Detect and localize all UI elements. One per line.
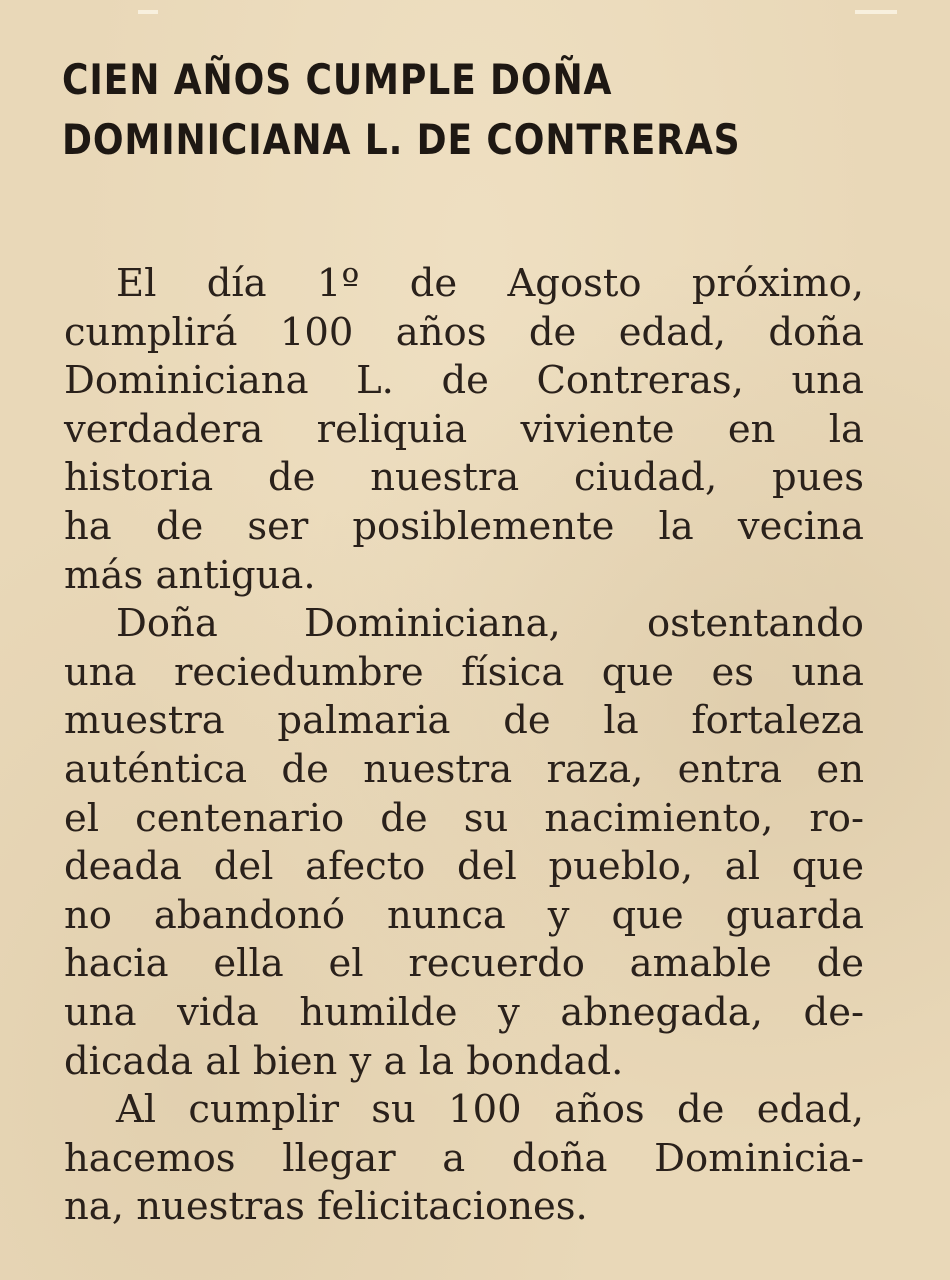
text-line: auténtica de nuestra raza, entra en <box>64 746 864 792</box>
text-line: más antigua. <box>64 552 316 598</box>
text-line: Doña Dominiciana, ostentando <box>116 601 864 647</box>
text-line: na, nuestras felicitaciones. <box>64 1184 588 1230</box>
text-line: el centenario de su nacimiento, ro- <box>64 795 864 841</box>
text-line: una vida humilde y abnegada, de- <box>64 989 864 1035</box>
text-line: hacia ella el recuerdo amable de <box>64 941 864 987</box>
text-line: deada del afecto del pueblo, al que <box>64 844 864 890</box>
text-line: Dominiciana L. de Contreras, una <box>64 358 864 404</box>
text-line: verdadera reliquia viviente en la <box>64 406 864 452</box>
text-line: una reciedumbre física que es una <box>64 649 864 695</box>
text-line: cumplirá 100 años de edad, doña <box>64 309 864 355</box>
paragraph-1 <box>64 260 864 600</box>
text-line: ha de ser posiblemente la vecina <box>64 503 864 549</box>
paper-edge-mark <box>138 10 158 14</box>
paragraph-2 <box>64 600 864 1086</box>
text-line: El día 1º de Agosto próximo, <box>116 261 864 306</box>
headline-line-1: CIEN AÑOS CUMPLE DOÑA <box>62 55 613 104</box>
text-line: hacemos llegar a doña Dominicia- <box>64 1135 864 1181</box>
headline-line-2: DOMINICIANA L. DE CONTRERAS <box>62 115 741 164</box>
article-body <box>64 260 864 1232</box>
paper-edge-mark <box>855 10 897 14</box>
paragraph-3 <box>64 1086 864 1232</box>
text-line: Al cumplir su 100 años de edad, <box>116 1087 864 1133</box>
text-line: dicada al bien y a la bondad. <box>64 1038 624 1084</box>
text-line: no abandonó nunca y que guarda <box>64 892 864 938</box>
text-line: muestra palmaria de la fortaleza <box>64 698 864 744</box>
article-headline <box>62 50 741 170</box>
text-line: historia de nuestra ciudad, pues <box>64 455 864 501</box>
